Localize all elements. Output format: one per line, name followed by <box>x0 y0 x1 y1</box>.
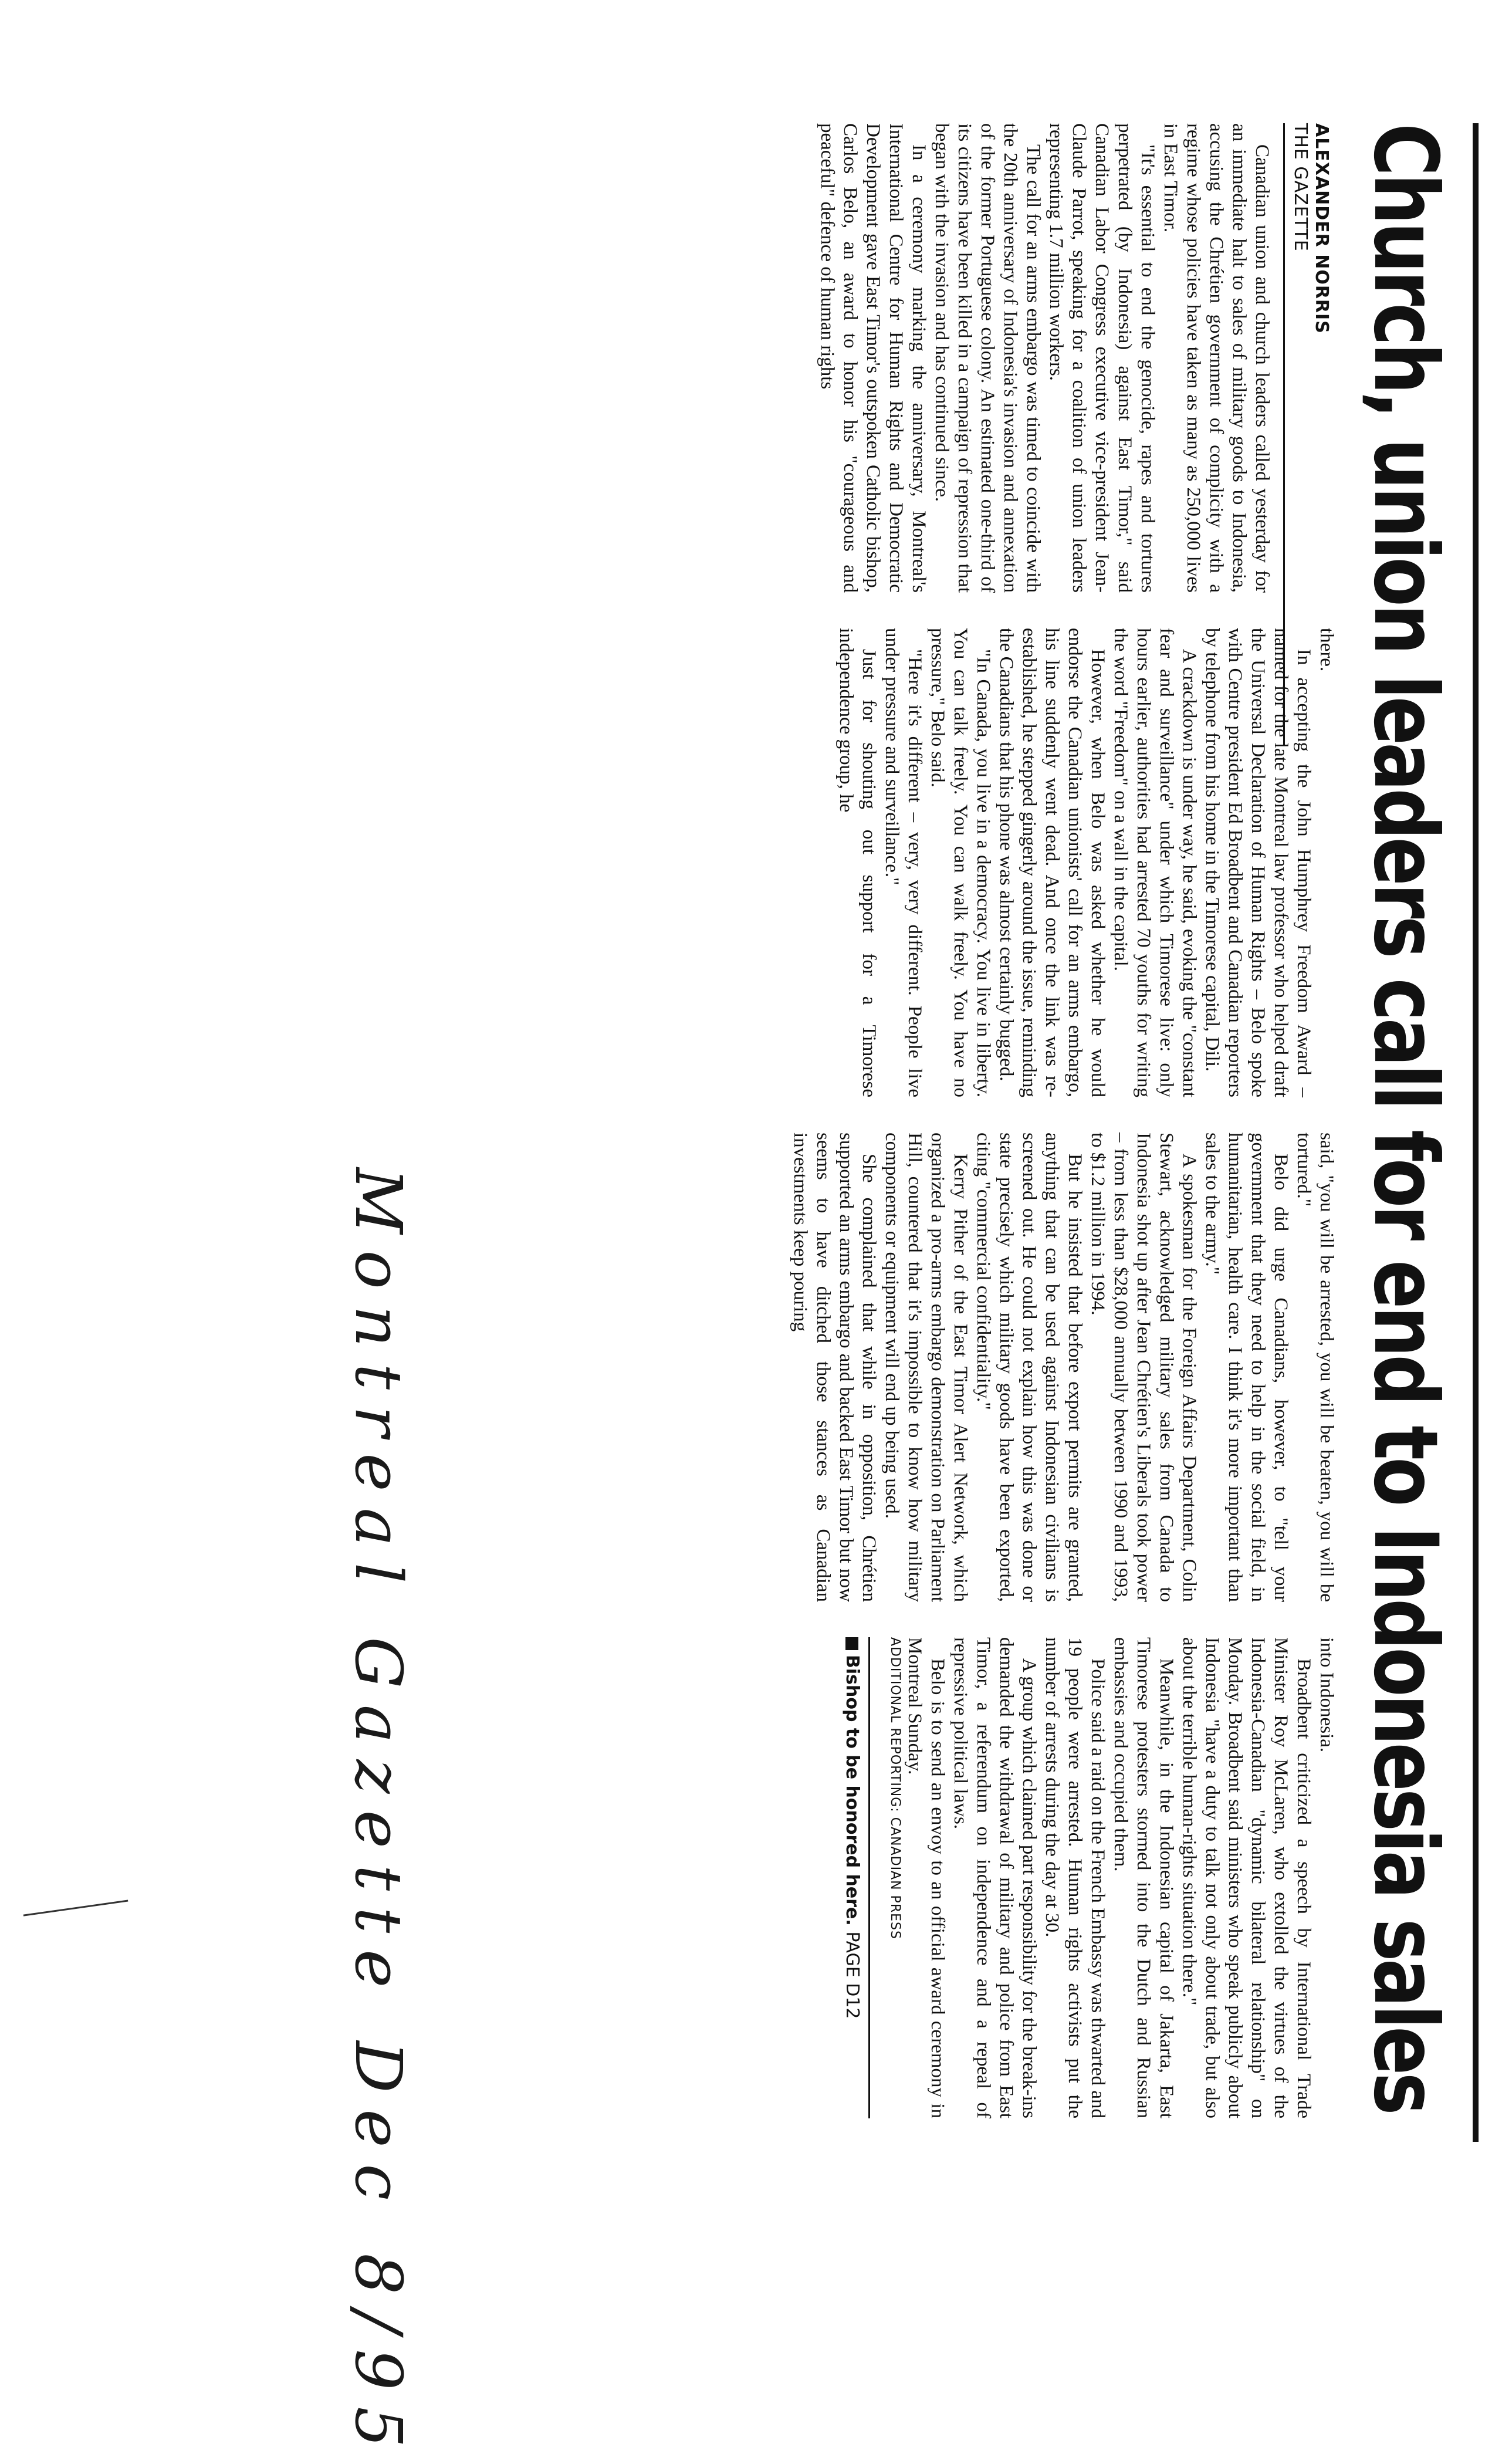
paragraph: But he insisted that before export permits are granted, anything that can be used against Indonesian civilians is screened out. He could not explain how this was done or state precisely which military goods have been exported, citing "commercial confidentiality." <box>973 1133 1085 1602</box>
paragraph: "Here it's different – very, very different. People live under pressure and surveillance." <box>881 628 925 1097</box>
paragraph: Police said a raid on the French Embassy was thwarted and 19 people were arrested. Human rights activists put the number of arrests during the day at 30. <box>1041 1637 1108 2118</box>
column-2 <box>834 628 1338 1097</box>
column-3 <box>789 1133 1338 1602</box>
paragraph: However, when Belo was asked whether he would endorse the Canadian unionists' call for an arms embargo, his line suddenly went dead. And once the link was re-established, he stepped gingerly around the issue, reminding the Canadians that his phone was almost certainly bugged. <box>996 628 1108 1097</box>
paragraph: A crackdown is under way, he said, evoking the "constant fear and surveillance" under which Timorese live: only hours earlier, authorities had arrested 70 youths for writing the word "Freedom" on a wall in the capital. <box>1110 628 1200 1097</box>
column-4 <box>841 1637 1338 2118</box>
paragraph: Canadian union and church leaders called yesterday for an immediate halt to sales of military goods to Indonesia, accusing the Chrétien government of complicity with a regime whose policies have taken as many as 250,000 lives in East Timor. <box>1160 123 1273 593</box>
column-1 <box>816 123 1273 593</box>
byline-author: ALEXANDER NORRIS <box>1311 123 1332 334</box>
paragraph: Meanwhile, in the Indonesian capital of Jakarta, East Timorese protesters stormed into the Dutch and Russian embassies and occupied them. <box>1110 1637 1177 2118</box>
headline: Church, union leaders call for end to Indonesia sales <box>1354 123 1456 2113</box>
square-bullet-icon <box>845 1637 858 1650</box>
paragraph: Belo is to send an envoy to an official award ceremony in Montreal Sunday. <box>904 1637 948 2118</box>
paragraph: said, "you will be arrested, you will be beaten, you will be tortured." <box>1293 1133 1337 1602</box>
paragraph: Kerry Pither of the East Timor Alert Network, which organized a pro-arms embargo demonstration on Parliament Hill, countered that it's impossible to know how military components or equipment will end up being used. <box>881 1133 971 1602</box>
paragraph: In accepting the John Humphrey Freedom Award – named for the late Montreal law professor who helped draft the Universal Declaration of Human Rights – Belo spoke with Centre president Ed Broadbent and Canadian reporters by telephone from his home in the Timorese capital, Dili. <box>1202 628 1314 1097</box>
paragraph: Just for shouting out support for a Timorese independence group, he <box>835 628 879 1097</box>
byline-publication: THE GAZETTE <box>1290 123 1311 252</box>
newspaper-clipping <box>305 123 1479 2464</box>
headline-rule <box>1473 123 1479 2142</box>
paragraph: "In Canada, you live in a democracy. You live in liberty. You can talk freely. You can walk freely. You have no pressure," Belo said. <box>927 628 994 1097</box>
reporting-credit: ADDITIONAL REPORTING: CANADIAN PRESS <box>888 1637 902 1939</box>
paragraph: there. <box>1316 628 1337 672</box>
paragraph: In a ceremony marking the anniversary, Montreal's International Centre for Human Rights and Democratic Development gave East Timor's outspoken Catholic bishop, Carlos Belo, an award to honor his "courageous and peaceful" defence of human rights <box>817 123 929 593</box>
teaser-title: Bishop to be honored here. <box>842 1655 862 1926</box>
paragraph: into Indonesia. <box>1316 1637 1337 1753</box>
paragraph: "It's essential to end the genocide, rapes and tortures perpetrated (by Indonesia) against East Timor," said Canadian Labor Congress executive vice-president Jean-Claude Parrot, speaking for a coalition of union leaders representing 1.7 million workers. <box>1046 123 1158 593</box>
paragraph: A group which claimed part responsibility for the break-ins demanded the withdrawal of military and police from East Timor, a referendum on independence and a repeal of repressive political laws. <box>950 1637 1040 2118</box>
scan-mark <box>23 1900 130 1925</box>
paragraph: She complained that while in opposition, Chrétien supported an arms embargo and backed East Timor but now seems to have ditched those stances as Canadian investments keep pouring <box>790 1133 879 1602</box>
handwritten-source-note: Montreal Gazette Dec 8/95 <box>341 1168 416 2464</box>
paragraph: The call for an arms embargo was timed to coincide with the 20th anniversary of Indonesia's invasion and annexation of the former Portuguese colony. An estimated one-third of its citizens have been killed in a campaign of repression that began with the invasion and has continued since. <box>931 123 1044 593</box>
related-teaser <box>841 1637 870 2118</box>
paragraph: Broadbent criticized a speech by International Trade Minister Roy McLaren, who extolled the virtues of the Indonesia-Canadian "dynamic bilateral relationship" on Monday. Broadbent said ministers who speak publicly about Indonesia "have a duty to talk not only about trade, but also about the terrible human-rights situation there." <box>1179 1637 1314 2118</box>
teaser-page: PAGE D12 <box>842 1931 862 2019</box>
paragraph: Belo did urge Canadians, however, to "tell your government that they need to help in the social field, in humanitarian, health care. I think it's more important than sales to the army." <box>1202 1133 1291 1602</box>
paragraph: A spokesman for the Foreign Affairs Department, Colin Stewart, acknowledged military sales from Canada to Indonesia shot up after Jean Chrétien's Liberals took power – from less than $28,000 annually between 1990 and 1993, to $1.2 million in 1994. <box>1087 1133 1200 1602</box>
